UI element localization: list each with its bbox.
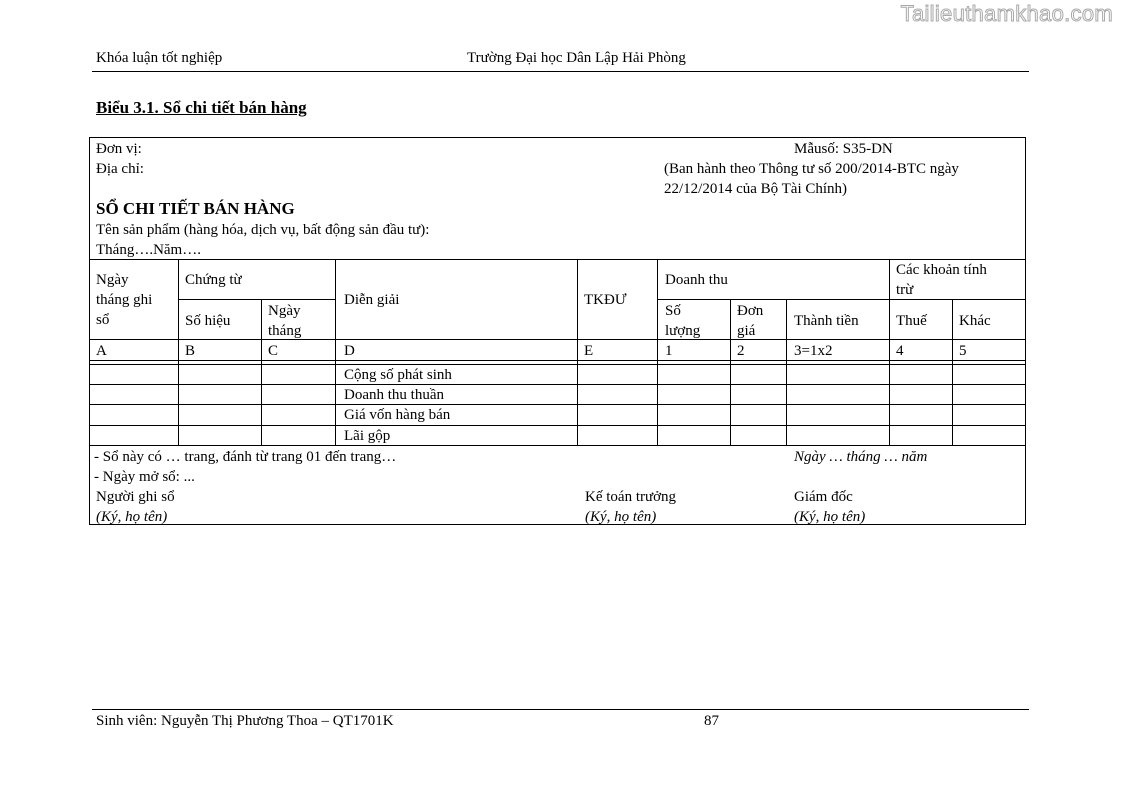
table-line (261, 299, 262, 445)
unit-label: Đơn vị: (96, 141, 142, 157)
col-header-quantity: Số lượng (665, 303, 701, 339)
address-label: Địa chỉ: (96, 161, 144, 177)
table-line (335, 259, 336, 445)
col-header-voucher: Chứng từ (185, 272, 242, 288)
code-cell: B (185, 343, 196, 359)
signature-hint: (Ký, họ tên) (96, 509, 168, 525)
table-line (89, 445, 1026, 446)
header-divider (92, 71, 1029, 72)
form-number-label: Mẫusố: S35-DN (794, 141, 893, 157)
table-line (657, 259, 658, 445)
table-line (89, 384, 1026, 385)
code-cell: C (268, 343, 279, 359)
issued-by-line-1: (Ban hành theo Thông tư số 200/2014-BTC ngày (664, 161, 959, 177)
table-line (786, 299, 787, 445)
note-pages: - Sổ này có … trang, đánh từ trang 01 đến trang… (94, 449, 397, 465)
header-thesis-label: Khóa luận tốt nghiệp (96, 50, 223, 66)
table-line (89, 364, 1026, 365)
col-header-voucher-number: Số hiệu (185, 313, 231, 329)
table-line (952, 299, 953, 445)
table-line (89, 404, 1026, 405)
col-header-tax: Thuế (896, 313, 927, 329)
col-header-account: TKĐƯ (584, 292, 627, 308)
col-header-amount: Thành tiền (794, 313, 859, 329)
summary-row-net-revenue: Doanh thu thuần (344, 387, 444, 403)
col-header-other: Khác (959, 313, 991, 329)
code-cell: E (584, 343, 594, 359)
signer-chief-accountant: Kế toán trưởng (585, 489, 677, 505)
signature-hint: (Ký, họ tên) (585, 509, 657, 525)
table-line (89, 339, 1026, 340)
col-header-deductions: Các khoản tính trừ (896, 262, 987, 298)
product-name-label: Tên sản phẩm (hàng hóa, dịch vụ, bất động sản đầu tư): (96, 222, 430, 238)
watermark: Tailieuthamkhao.com (900, 1, 1113, 26)
table-line (577, 259, 578, 445)
figure-caption: Biểu 3.1. Sổ chi tiết bán hàng (96, 98, 307, 117)
header-university-label: Trường Đại học Dân Lập Hải Phòng (467, 50, 686, 66)
summary-row-cogs: Giá vốn hàng bán (344, 407, 451, 423)
code-cell: 5 (959, 343, 967, 359)
code-cell: D (344, 343, 355, 359)
ledger-title: SỔ CHI TIẾT BÁN HÀNG (96, 199, 295, 218)
col-header-unit-price: Đơn giá (737, 303, 764, 339)
code-cell: 3=1x2 (794, 343, 833, 359)
table-line (178, 259, 179, 445)
signer-recorder: Người ghi sổ (96, 489, 175, 505)
note-open-date: - Ngày mở sổ: ... (94, 469, 195, 485)
month-year-label: Tháng….Năm…. (96, 242, 201, 258)
footer-divider (92, 709, 1029, 710)
summary-row-total: Cộng số phát sinh (344, 367, 452, 383)
col-header-revenue: Doanh thu (665, 272, 728, 288)
footer-student: Sinh viên: Nguyễn Thị Phương Thoa – QT1701K (96, 713, 394, 729)
page-number: 87 (704, 713, 719, 729)
signature-hint: (Ký, họ tên) (794, 509, 866, 525)
summary-row-gross-profit: Lãi gộp (344, 428, 391, 444)
signer-director: Giám đốc (794, 489, 853, 505)
issued-by-line-2: 22/12/2014 của Bộ Tài Chính) (664, 181, 848, 197)
table-line (89, 360, 1026, 361)
table-line (178, 299, 335, 300)
col-header-voucher-date: Ngày tháng (268, 303, 302, 339)
table-line (89, 259, 1026, 260)
table-line (730, 299, 731, 445)
code-cell: A (96, 343, 107, 359)
col-header-date: Ngày tháng ghi sổ (96, 272, 153, 328)
code-cell: 2 (737, 343, 745, 359)
col-header-description: Diễn giải (344, 292, 400, 308)
table-line (889, 259, 890, 445)
code-cell: 1 (665, 343, 673, 359)
code-cell: 4 (896, 343, 904, 359)
table-line (89, 425, 1026, 426)
sign-date: Ngày … tháng … năm (794, 449, 928, 465)
